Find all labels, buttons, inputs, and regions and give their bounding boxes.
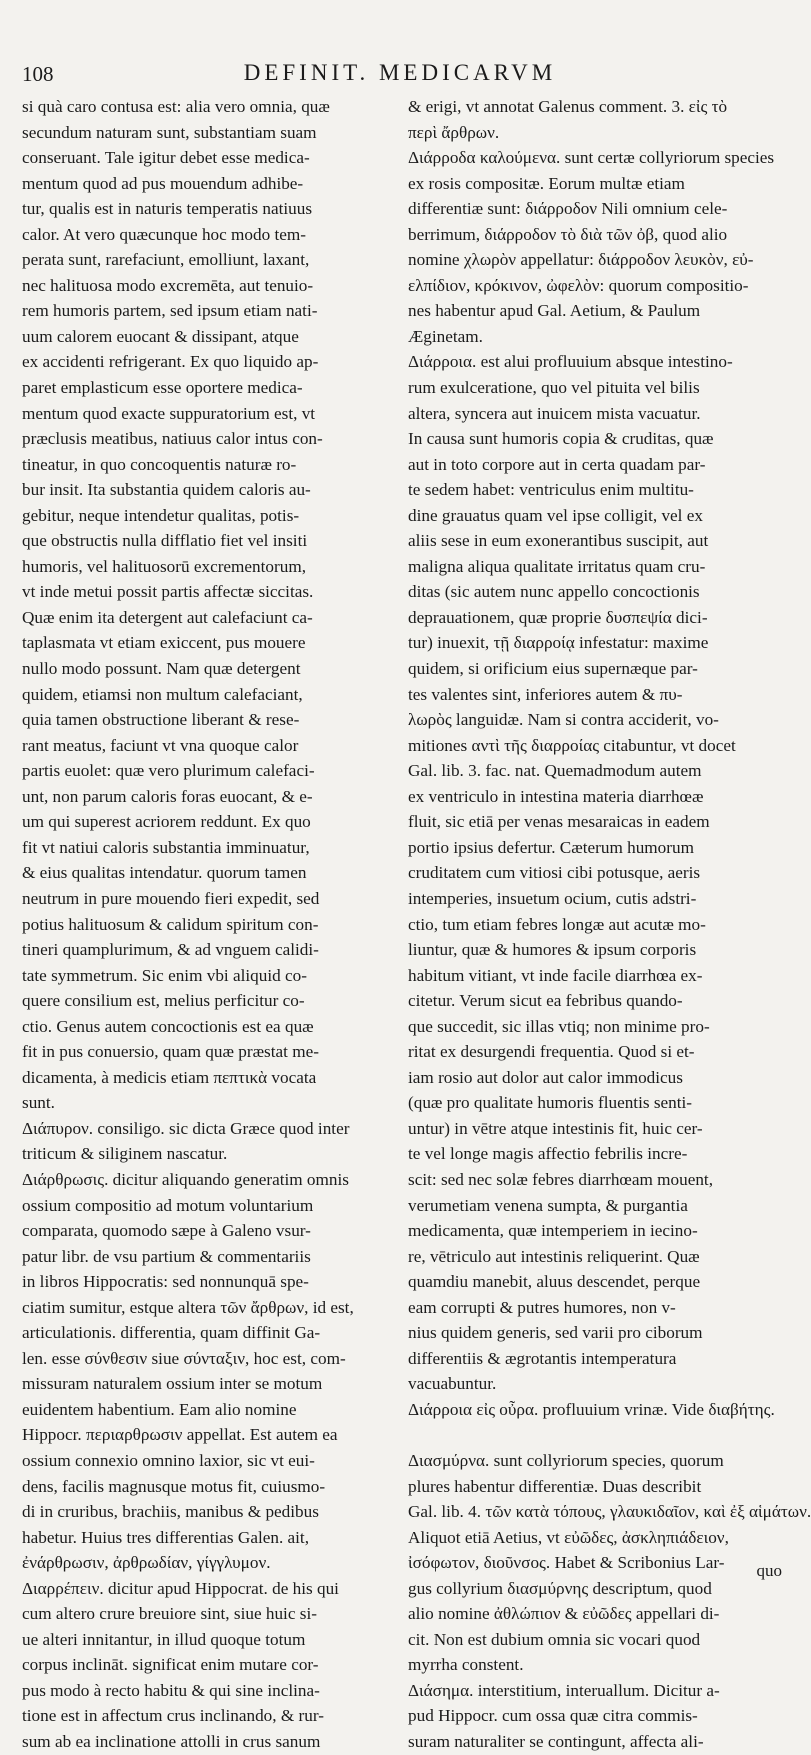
text-line: tineatur, in quo concoquentis naturæ ro- — [22, 454, 297, 474]
text-line: Διάρροδα καλούμενα. sunt certæ collyriorum species — [408, 148, 775, 168]
catchword: quo — [756, 1561, 782, 1580]
text-line: tur) inuexit, τῇ διαρροίᾳ infestatur: maxime — [408, 633, 709, 653]
text-line: altera, syncera aut inuicem mista vacuatur. — [408, 403, 701, 423]
text-line: & eius qualitas intendatur. quorum tamen — [22, 863, 307, 883]
text-line: suram naturaliter se contingunt, affecta ali- — [408, 1732, 704, 1751]
text-line: comparata, quomodo sæpe à Galeno vsur- — [22, 1221, 311, 1241]
text-line: plures habentur differentiæ. Duas describit — [408, 1476, 702, 1496]
text-line: vacuabuntur. — [408, 1374, 497, 1394]
text-line: & erigi, vt annotat Galenus comment. 3. εἰς τὸ — [408, 97, 728, 116]
text-line: cit. Non est dubium omnia sic vocari quod — [408, 1629, 701, 1649]
text-line: Æginetam. — [408, 326, 483, 346]
text-line: len. esse σύνθεσιν siue σύνταξιν, hoc est, com- — [22, 1348, 346, 1368]
text-line: præclusis meatibus, natiuus calor intus con- — [22, 429, 323, 449]
text-line: pud Hippocr. cum ossa quæ citra commis- — [408, 1706, 698, 1726]
text-line: quidem, etiamsi non multum calefaciant, — [22, 684, 303, 704]
text-line: bur insit. Ita substantia quidem caloris au- — [22, 480, 311, 500]
text-line: Gal. lib. 3. fac. nat. Quemadmodum autem — [408, 761, 702, 781]
text-line: aliis sese in eum exonerantibus suscipit, aut — [408, 531, 709, 551]
text-line: quamdiu manebit, aluus descendet, perque — [408, 1272, 701, 1292]
text-line: que succedit, sic illas vtiq; non minime pro- — [408, 1016, 710, 1036]
text-line: triticum & siliginem nascatur. — [22, 1144, 228, 1164]
text-line: λωρὸς languidæ. Nam si contra acciderit, vo- — [408, 710, 719, 730]
text-line: neutrum in pure mouendo fieri expedit, sed — [22, 888, 320, 908]
text-line: nes habentur apud Gal. Aetium, & Paulum — [408, 301, 701, 321]
left-text-column — [22, 94, 384, 1755]
text-line: te vel longe magis affectio febrilis incre- — [408, 1144, 688, 1164]
running-title: DEFINIT. MEDICARVM — [243, 60, 557, 85]
text-line: maligna aliqua qualitate irritatus quam cru- — [408, 556, 706, 576]
text-line: euidentem habentium. Eam alio nomine — [22, 1399, 297, 1419]
text-line: conseruant. Tale igitur debet esse medica- — [22, 148, 310, 168]
text-line: ἰσόφωτον, διοῦνσος. Habet & Scribonius Lar- — [408, 1553, 725, 1573]
text-line: ελπίδιον, κρόκινον, ὠφελὸν: quorum compositio- — [408, 275, 749, 295]
text-line: Quæ enim ita detergent aut calefaciunt ca- — [22, 607, 313, 627]
text-line: dicamenta, à medicis etiam πεπτικὰ vocata — [22, 1067, 317, 1087]
text-line: um qui superest acriorem reddunt. Ex quo — [22, 812, 311, 832]
text-line: taplasmata vt etiam exiccent, pus mouere — [22, 633, 306, 653]
text-line: iam rosio aut dolor aut calor immodicus — [408, 1067, 683, 1087]
text-line — [408, 1422, 783, 1448]
text-line: untur) in vētre atque intestinis fit, huic cer- — [408, 1118, 703, 1138]
text-line: nius quidem generis, sed varii pro ciborum — [408, 1323, 703, 1343]
text-line: mitiones αντὶ τῆς διαρροίας citabuntur, vt docet — [408, 735, 736, 755]
text-line: berrimum, διάρροδον τὸ διὰ τῶν ὀβ, quod alio — [408, 224, 728, 244]
text-line: dine grauatus quam vel ipse colligit, vel ex — [408, 505, 703, 525]
text-line: vt inde metui possit partis affectæ siccitas. — [22, 582, 314, 602]
text-line: nomine χλωρὸν appellatur: διάρροδον λευκὸν, εὐ- — [408, 250, 754, 270]
text-line: ossium compositio ad motum voluntarium — [22, 1195, 314, 1215]
text-line: myrrha constent. — [408, 1655, 524, 1675]
text-line: unt, non parum caloris foras euocant, & e- — [22, 786, 313, 806]
text-line: paret emplasticum esse oportere medica- — [22, 378, 303, 398]
text-line: nec halituosa modo excremēta, aut tenuio- — [22, 275, 314, 295]
text-line: portio ipsius defertur. Cæterum humorum — [408, 837, 694, 857]
text-line: sunt. — [22, 1093, 55, 1113]
text-line: differentiis & ægrotantis intemperatura — [408, 1348, 677, 1368]
text-line: Διάπυρον. consiligo. sic dicta Græce quod inter — [22, 1118, 350, 1138]
text-line: quere consilium est, melius perficitur co- — [22, 991, 305, 1011]
text-line: fit in pus conuersio, quam quæ præstat me- — [22, 1042, 319, 1062]
text-line: mentum quod exacte suppuratorium est, vt — [22, 403, 316, 423]
text-line: Διάσημα. interstitium, interuallum. Dicitur a- — [408, 1680, 720, 1700]
text-line: aut in toto corpore aut in certa quadam par- — [408, 454, 706, 474]
text-line: (quæ pro qualitate humoris fluentis senti- — [408, 1093, 693, 1113]
text-line: Διάρροια. est alui profluuium absque intestino- — [408, 352, 733, 372]
page-number: 108 — [22, 62, 54, 86]
text-line: tes valentes sint, inferiores autem & πυ- — [408, 684, 683, 704]
text-line: verumetiam venena sumpta, & purgantia — [408, 1195, 688, 1215]
text-line: tione est in affectum crus inclinando, & rur- — [22, 1706, 324, 1726]
text-line: ex accidenti refrigerant. Ex quo liquido ap- — [22, 352, 319, 372]
text-line: quidem, si orificium eius supernæque par- — [408, 659, 698, 679]
text-line: ue alteri innitantur, in illud quoque totum — [22, 1629, 306, 1649]
text-line: habetur. Huius tres differentias Galen. ait, — [22, 1527, 310, 1547]
text-line: nullo modo possunt. Nam quæ detergent — [22, 659, 301, 679]
text-line: intemperies, insuetum ocium, cutis adstri- — [408, 888, 697, 908]
text-line: ἐνάρθρωσιν, ἀρθρωδίαν, γίγγλυμον. — [22, 1553, 271, 1573]
text-line: fluit, sic etiā per venas mesaraicas in eadem — [408, 812, 710, 832]
text-line: re, vētriculo aut intestinis reliquerint. Quæ — [408, 1246, 700, 1266]
text-line: Hippocr. περιαρθρωσιν appellat. Est autem ea — [22, 1425, 338, 1445]
text-line: liuntur, quæ & humores & ipsum corporis — [408, 940, 697, 960]
text-line: ex rosis compositæ. Eorum multæ etiam — [408, 173, 685, 193]
text-line: tineri quamplurimum, & ad vnguem calidi- — [22, 940, 319, 960]
text-line: que obstructis nulla difflatio fiet vel insiti — [22, 531, 308, 551]
text-line: gus collyrium διασμύρνης descriptum, quod — [408, 1578, 712, 1598]
text-line: quia tamen obstructione liberant & rese- — [22, 710, 300, 730]
text-line: ditas (sic autem nunc appello concoctionis — [408, 582, 700, 602]
text-line: Διασμύρνα. sunt collyriorum species, quorum — [408, 1450, 724, 1470]
text-line: περὶ ἄρθρων. — [408, 122, 500, 142]
text-line: in libros Hippocratis: sed nonnunquā spe- — [22, 1272, 309, 1292]
text-line: missuram naturalem ossium inter se motum — [22, 1374, 323, 1394]
text-line: te sedem habet: ventriculus enim multitu- — [408, 480, 694, 500]
text-line: corpus inclināt. significat enim mutare cor- — [22, 1655, 319, 1675]
text-line: Gal. lib. 4. τῶν κατὰ τόπους, γλαυκιδαῖον, καὶ ἐξ αἱμάτων. — [408, 1502, 811, 1522]
text-line: ciatim sumitur, estque altera τῶν ἄρθρων, id est, — [22, 1297, 354, 1317]
text-line: habitum vitiant, vt inde facile diarrhœa ex- — [408, 965, 703, 985]
text-line: rem humoris partem, sed ipsum etiam nati- — [22, 301, 318, 321]
text-line: dens, facilis magnusque motus fit, cuiusmo- — [22, 1476, 326, 1496]
text-line: tate symmetrum. Sic enim vbi aliquid co- — [22, 965, 307, 985]
text-line: partis euolet: quæ vero plurimum calefaci- — [22, 761, 315, 781]
text-line: Aliquot etiā Aetius, vt εὐῶδες, ἀσκληπιάδειον, — [408, 1527, 729, 1547]
text-line: gebitur, neque intendetur qualitas, potis- — [22, 505, 300, 525]
page-header — [22, 60, 778, 94]
text-line: tur, qualis est in naturis temperatis natiuus — [22, 199, 313, 219]
text-line: patur libr. de vsu partium & commentariis — [22, 1246, 311, 1266]
text-line: rum exulceratione, quo vel pituita vel bilis — [408, 378, 700, 398]
text-line: ctio, tum etiam febres longæ aut acutæ mo- — [408, 914, 706, 934]
text-line: cruditatem cum vitiosi cibi potusque, aeris — [408, 863, 701, 883]
text-line: sum ab ea inclinatione attolli in crus sanum — [22, 1732, 321, 1751]
text-line: scit: sed nec solæ febres diarrhœam mouent, — [408, 1169, 713, 1189]
text-line: Διάρροια εἰς οὖρα. profluuium vrinæ. Vide διαβήτης. — [408, 1399, 775, 1419]
text-line: perata sunt, rarefaciunt, emolliunt, laxant, — [22, 250, 310, 270]
text-line: cum altero crure breuiore sint, siue huic si- — [22, 1604, 317, 1624]
text-line: citetur. Verum sicut ea febribus quando- — [408, 991, 683, 1011]
text-line: Διαρρέπειν. dicitur apud Hippocrat. de his qui — [22, 1578, 339, 1598]
text-line: differentiæ sunt: διάρροδον Nili omnium cele- — [408, 199, 728, 219]
text-line: medicamenta, quæ intemperiem in iecino- — [408, 1221, 698, 1241]
text-line: humoris, vel halituosorū excrementorum, — [22, 556, 307, 576]
text-line: In causa sunt humoris copia & cruditas, quæ — [408, 429, 714, 449]
text-line: eam corrupti & putres humores, non v- — [408, 1297, 676, 1317]
text-line: uum calorem euocant & dissipant, atque — [22, 326, 299, 346]
text-line: ritat ex desurgendi frequentia. Quod si et- — [408, 1042, 695, 1062]
text-line: articulationis. differentia, quam diffinit Ga- — [22, 1323, 321, 1343]
text-line: rant meatus, faciunt vt vna quoque calor — [22, 735, 299, 755]
text-line: ex ventriculo in intestina materia diarrhœæ — [408, 786, 704, 806]
text-line: alio nomine ἀθλώπιον & εὐῶδες appellari di- — [408, 1604, 720, 1624]
text-line: ossium connexio omnino laxior, sic vt eui- — [22, 1450, 315, 1470]
text-line: si quà caro contusa est: alia vero omnia, quæ — [22, 97, 330, 116]
text-line: fit vt natiui caloris substantia imminuatur, — [22, 837, 310, 857]
text-line: potius halituosum & calidum spiritum con- — [22, 914, 319, 934]
text-line: pus modo à recto habitu & qui sine inclina- — [22, 1680, 320, 1700]
text-line: ctio. Genus autem concoctionis est ea quæ — [22, 1016, 314, 1036]
right-text-column — [408, 94, 811, 1755]
text-line: Διάρθρωσις. dicitur aliquando generatim omnis — [22, 1169, 349, 1189]
text-line: secundum naturam sunt, substantiam suam — [22, 122, 317, 142]
text-line: deprauationem, quæ proprie δυσπεψία dici- — [408, 607, 708, 627]
text-line: calor. At vero quæcunque hoc modo tem- — [22, 224, 307, 244]
text-line: mentum quod ad pus mouendum adhibe- — [22, 173, 304, 193]
text-line: di in cruribus, brachiis, manibus & pedibus — [22, 1502, 319, 1522]
